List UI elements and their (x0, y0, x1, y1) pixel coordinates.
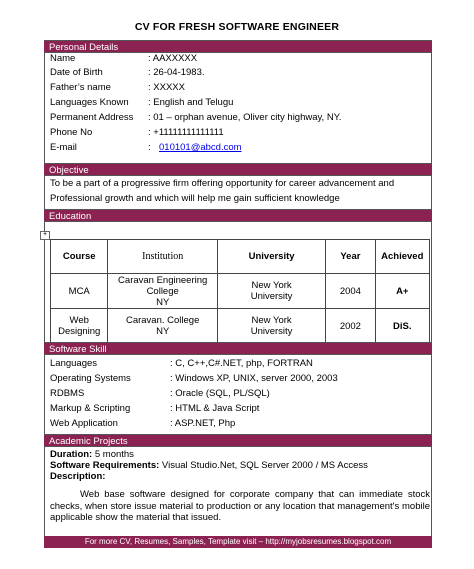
skill-label: Languages (50, 358, 98, 369)
cell-university (217, 274, 325, 309)
education-table (50, 239, 430, 344)
col-header-institution: Institution (108, 240, 217, 274)
university-line: New York (251, 315, 292, 326)
section-education: Education (44, 209, 432, 222)
personal-value: : 26-04-1983. (148, 67, 205, 78)
cell-year: 2002 (326, 309, 375, 344)
section-objective: Objective (44, 163, 432, 176)
duration-label: Duration: (50, 449, 93, 460)
personal-label: Date of Birth (50, 67, 103, 78)
document-title: CV FOR FRESH SOFTWARE ENGINEER (134, 21, 340, 33)
course-line: Web (69, 315, 89, 326)
personal-label: Phone No (50, 127, 93, 138)
personal-value: : (148, 142, 151, 153)
personal-label: E-mail (50, 142, 77, 153)
table-header-row (51, 240, 430, 274)
personal-value: : AAXXXXX (148, 53, 198, 64)
institution-line: Caravan. College (125, 315, 200, 326)
university-line: University (250, 326, 293, 337)
section-software-skill: Software Skill (44, 342, 432, 355)
personal-value: : 01 – orphan avenue, Oliver city highway, NY. (148, 112, 342, 123)
skill-value: : Windows XP, UNIX, server 2000, 2003 (170, 373, 338, 384)
objective-line: Professional growth and which will help me gain sufficient knowledge (50, 193, 340, 204)
col-header-course: Course (51, 240, 108, 274)
skill-value: : C, C++,C#.NET, php, FORTRAN (170, 358, 313, 369)
cell-institution (108, 274, 217, 309)
requirements-label: Software Requirements: (50, 460, 160, 471)
cell-achieved: A+ (375, 274, 429, 309)
institution-line: NY (156, 296, 170, 308)
section-personal-details: Personal Details (44, 40, 432, 53)
skill-value: : ASP.NET, Php (170, 418, 236, 429)
cell-course (51, 309, 108, 344)
footer-bar: For more CV, Resumes, Samples, Template visit – http://myjobsresumes.blogspot.com (44, 536, 432, 548)
institution-line: Caravan Engineering (118, 274, 208, 286)
personal-label: Languages Known (50, 97, 129, 108)
duration-value: 5 months (92, 449, 134, 460)
personal-value: : XXXXX (148, 82, 185, 93)
personal-value: : English and Telugu (148, 97, 234, 108)
personal-label: Permanent Address (50, 112, 134, 123)
table-row (51, 274, 430, 309)
skill-label: Operating Systems (50, 373, 131, 384)
table-row (51, 309, 430, 344)
skill-value: : Oracle (SQL, PL/SQL) (170, 388, 270, 399)
university-line: University (250, 291, 293, 302)
personal-label: Father’s name (50, 82, 111, 93)
project-description-heading (50, 471, 105, 483)
table-move-handle-icon[interactable]: + (40, 231, 50, 240)
col-header-year: Year (326, 240, 375, 274)
objective-line: To be a part of a progressive firm offering opportunity for career advancement and (50, 178, 395, 189)
personal-label: Name (50, 53, 76, 64)
cell-university (217, 309, 325, 344)
personal-value: : +11111111111111 (148, 127, 224, 138)
col-header-university: University (217, 240, 325, 274)
section-academic-projects: Academic Projects (44, 434, 432, 447)
institution-line: College (146, 285, 179, 297)
skill-value: : HTML & Java Script (170, 403, 260, 414)
cell-achieved: DiS. (375, 309, 429, 344)
cell-course: MCA (51, 274, 108, 309)
col-header-achieved: Achieved (375, 240, 429, 274)
skill-label: Web Application (50, 418, 118, 429)
skill-label: RDBMS (50, 388, 85, 399)
email-link[interactable]: 010101@abcd.com (159, 142, 242, 153)
institution-line: NY (156, 326, 170, 337)
requirements-value: Visual Studio.Net, SQL Server 2000 / MS Access (159, 460, 368, 471)
course-line: Designing (58, 326, 101, 337)
cell-institution (108, 309, 217, 344)
description-label: Description: (50, 471, 106, 482)
cell-year: 2004 (326, 274, 375, 309)
project-description: Web base software designed for corporate company that can immediate stock checks, when store issue material to production or any location that management's mobile applicable show the material that issued. (50, 489, 430, 523)
university-line: New York (251, 280, 292, 291)
skill-label: Markup & Scripting (50, 403, 131, 414)
